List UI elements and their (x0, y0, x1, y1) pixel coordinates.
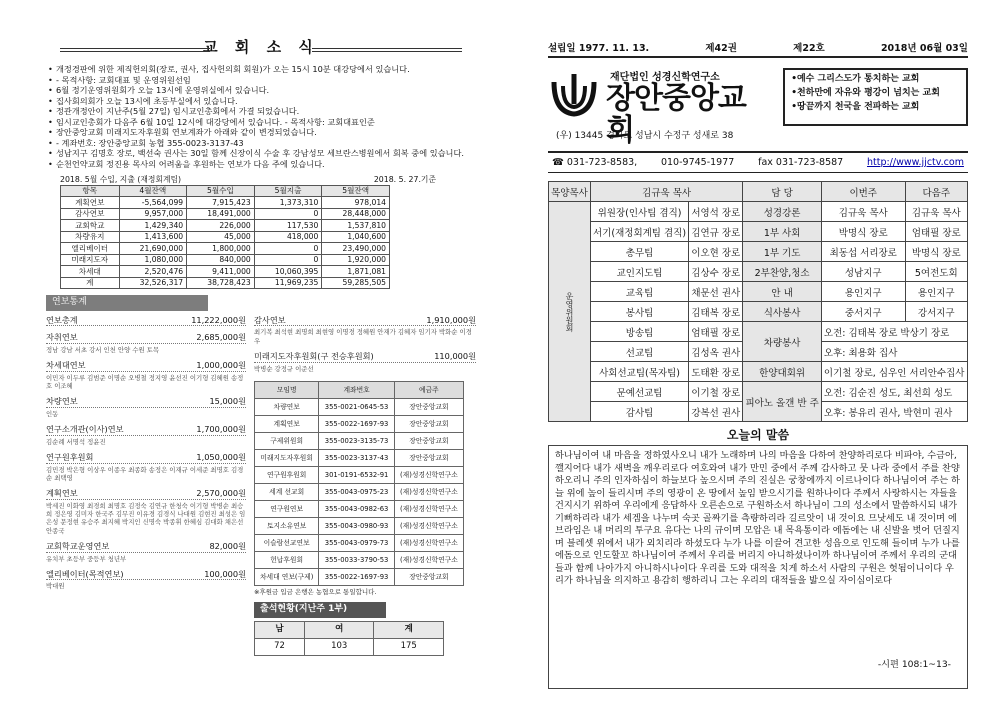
account-cell: 토지소유연보 (255, 517, 319, 534)
motto-line: •예수 그리스도가 통치하는 교회 (791, 74, 920, 84)
account-cell: 355-0043-0980-93 (319, 517, 394, 534)
donation-amount: 1,000,000원 (196, 360, 246, 371)
account-row (255, 466, 464, 483)
mobile-number: 010-9745-1977 (660, 157, 735, 168)
staff-header-row (549, 182, 968, 202)
donation-row (46, 315, 246, 327)
donation-row (46, 424, 246, 436)
account-cell: (재)성경신학연구소 (394, 551, 463, 568)
finance-header: 5월잔액 (322, 185, 390, 197)
account-row (255, 483, 464, 500)
account-cell: (재)성경신학연구소 (394, 483, 463, 500)
account-cell: 장안중앙교회 (394, 415, 463, 432)
finance-row (61, 208, 390, 220)
finance-cell: -5,564,099 (119, 197, 187, 209)
donation-amount: 2,685,000원 (196, 332, 246, 343)
donation-name: 교회학교운영연보 (46, 541, 110, 552)
staff-duty: 1부 사회 (743, 222, 822, 242)
account-cell: 355-0021-0645-53 (319, 398, 394, 415)
donation-amount: 1,700,000원 (196, 424, 246, 435)
staff-duty: 피아노 올갠 반 주 (743, 382, 822, 422)
attendance-header-row (255, 621, 444, 638)
church-address: (우) 13445 경기도 성남시 수정구 성새로 38 (556, 131, 734, 141)
donation-donors: 이민자 이두루 김범준 이명순 오병철 정지영 윤선진 이기형 김혜원 송정호 이조혜 (46, 373, 244, 391)
staff-person: 엄태필 장로 (689, 322, 743, 342)
finance-cell: 7,915,423 (187, 197, 255, 209)
staff-this-week: 용인지구 (821, 282, 905, 302)
finance-cell: 9,411,000 (187, 266, 255, 278)
finance-cell: 9,957,000 (119, 208, 187, 220)
staff-next-week: 엄태필 장로 (905, 222, 967, 242)
finance-cell: 840,000 (187, 254, 255, 266)
donation-item (46, 569, 246, 591)
verse-box (548, 445, 968, 689)
attendance-value-row (255, 638, 444, 655)
staff-role: 위원장(인사팀 겸직) (590, 202, 688, 222)
staff-person: 채문선 권사 (689, 282, 743, 302)
verse-title: 오늘의 말씀 (726, 428, 790, 442)
staff-row (549, 362, 968, 382)
account-cell: 연구원연보 (255, 500, 319, 517)
account-cell: 계획연보 (255, 415, 319, 432)
finance-cell: 감사연보 (61, 208, 120, 220)
donation-donors: 박대원 (46, 582, 65, 591)
staff-duty: 차량봉사 (743, 322, 822, 362)
donation-name: 미래지도자후원회(구 전승후원회) (254, 351, 374, 362)
donation-item (46, 396, 246, 418)
issue-line (548, 40, 968, 58)
staff-next-week: 용인지구 (905, 282, 967, 302)
donation-item (46, 424, 246, 446)
staff-person: 이오현 장로 (689, 242, 743, 262)
account-cell: 355-0043-0979-73 (319, 534, 394, 551)
account-note: ※후원금 입금 은행은 농협으로 통일합니다. (254, 587, 377, 596)
donation-amount: 11,222,000원 (191, 314, 246, 325)
account-cell: (재)성경신학연구소 (394, 534, 463, 551)
account-cell: (재)성경신학연구소 (394, 500, 463, 517)
church-name: 장안중앙교회 (606, 81, 746, 148)
donation-item (46, 541, 246, 563)
staff-person: 김상수 장로 (689, 262, 743, 282)
account-cell: (재)성경신학연구소 (394, 517, 463, 534)
account-cell: 장안중앙교회 (394, 432, 463, 449)
account-cell: 장안중앙교회 (394, 449, 463, 466)
donation-name: 연구원후원회 (46, 452, 94, 463)
account-header: 예금주 (394, 381, 463, 398)
account-row (255, 398, 464, 415)
donation-row (46, 569, 246, 581)
finance-header: 4월잔액 (119, 185, 187, 197)
staff-assignment: 오후: 최용화 집사 (821, 342, 967, 362)
donation-donors: 인동 (46, 409, 59, 418)
account-cell: 구제위원회 (255, 432, 319, 449)
finance-row (61, 266, 390, 278)
donation-name: 자취연보 (46, 332, 78, 343)
finance-header: 항목 (61, 185, 120, 197)
finance-cell: 21,690,000 (119, 243, 187, 255)
notice-item: • - 목적사항: 교회대표 및 운영위원선임 (56, 75, 476, 86)
attendance-table (254, 621, 444, 656)
account-cell: 장안중앙교회 (394, 398, 463, 415)
donation-donors: 박세진 이화영 최경희 최명호 김정숙 김연규 한청숙 이기형 박병순 최승희 정은영 김미자 한국주 김무진 이유경 김경식 나대원 김현진 최성은 임은성 문정현 유승주 최지혜 박지인 신명숙 박종휘 한혜심 김대화 채은선 안종국 (46, 501, 246, 535)
donation-donors: 박병순 강정규 이준선 (254, 364, 314, 373)
finance-cell: 1,800,000 (187, 243, 255, 255)
donation-amount: 100,000원 (204, 568, 246, 579)
attendance-heading: 출석현황(지난주 1부) (254, 602, 386, 618)
staff-role: 서기(재정회계팀 겸직) (590, 222, 688, 242)
finance-row (61, 220, 390, 232)
finance-caption-left: 2018. 5월 수입, 지출 (재정회계팀) (60, 175, 182, 184)
account-cell: 장안중앙교회 (394, 568, 463, 585)
account-header-row (255, 381, 464, 398)
finance-row (61, 277, 390, 289)
finance-cell: 1,373,310 (254, 197, 322, 209)
staff-role: 봉사팀 (590, 302, 688, 322)
finance-cell: 1,920,000 (322, 254, 390, 266)
staff-assignment: 오전: 김순진 성도, 최선희 성도 (821, 382, 967, 402)
staff-person: 김태복 장로 (689, 302, 743, 322)
staff-row (549, 262, 968, 282)
donation-item (46, 332, 246, 354)
donation-item (46, 315, 246, 327)
staff-duty: 2부찬양,청소 (743, 262, 822, 282)
donation-name: 차량연보 (46, 396, 78, 407)
account-cell: 355-0023-3137-43 (319, 449, 394, 466)
account-cell: 355-0023-3135-73 (319, 432, 394, 449)
account-header: 계좌번호 (319, 381, 394, 398)
finance-cell: 1,040,600 (322, 231, 390, 243)
staff-person: 서영석 장로 (689, 202, 743, 222)
attendance-value: 103 (304, 638, 374, 655)
news-title: 교 회 소 식 (203, 38, 319, 56)
staff-next-week: 강서지구 (905, 302, 967, 322)
staff-duty: 성경강론 (743, 202, 822, 222)
finance-row (61, 243, 390, 255)
notice-item: • 성남지구 김명호 장로, 백선숙 권사는 30일 함께 신장이식 수술 후 강남성모 세브란스병원에서 회복 중에 있습니다. (56, 148, 476, 159)
finance-cell: 엘리베이터 (61, 243, 120, 255)
staff-header: 이번주 (821, 182, 905, 202)
finance-cell: 0 (254, 243, 322, 255)
donation-name: 연구소개관(이사)연보 (46, 424, 124, 435)
donation-name: 차세대연보 (46, 360, 86, 371)
account-table (254, 381, 464, 586)
staff-header: 다음주 (905, 182, 967, 202)
staff-row (549, 382, 968, 402)
staff-row (549, 242, 968, 262)
donation-donors: 유치부 초등부 중등부 청년부 (46, 554, 127, 563)
finance-table (60, 185, 390, 290)
fax-number: fax 031-723-8587 (758, 157, 844, 168)
finance-cell: 1,413,600 (119, 231, 187, 243)
staff-next-week: 5여전도회 (905, 262, 967, 282)
donation-name: 감사연보 (254, 314, 286, 325)
account-row (255, 500, 464, 517)
staff-role: 방송팀 (590, 322, 688, 342)
church-logo-icon (548, 68, 600, 120)
donation-item (46, 360, 246, 390)
account-cell: 차세대 연보(구제) (255, 568, 319, 585)
account-row (255, 568, 464, 585)
phone-number (552, 157, 637, 168)
staff-duty: 안 내 (743, 282, 822, 302)
account-row (255, 432, 464, 449)
staff-row (549, 222, 968, 242)
account-cell: 355-0043-0982-63 (319, 500, 394, 517)
staff-role: 총무팀 (590, 242, 688, 262)
finance-cell: 2,520,476 (119, 266, 187, 278)
account-row (255, 551, 464, 568)
issue-date: 2018년 06월 03일 (880, 43, 968, 54)
donation-name: 계획연보 (46, 488, 78, 499)
website-link[interactable]: http://www.jjctv.com (866, 157, 964, 168)
donation-row (254, 315, 476, 327)
staff-role: 교육팀 (590, 282, 688, 302)
attendance-value: 72 (255, 638, 305, 655)
staff-person: 김연규 장로 (689, 222, 743, 242)
motto-line: •땅끝까지 천국을 전파하는 교회 (791, 101, 920, 112)
staff-role: 선교팀 (590, 342, 688, 362)
finance-cell: 38,728,423 (187, 277, 255, 289)
donation-row (254, 351, 476, 363)
donation-donors: 김민경 박은형 이상우 이종우 최종화 송정은 이재규 이세준 최명호 김경순 최택영 (46, 465, 244, 482)
phone-icon: ☎ (552, 157, 567, 168)
finance-row (61, 231, 390, 243)
notice-item: • 순천언약교회 정진용 목사의 어려움을 후원하는 연보가 다음 주에 있습니다. (56, 159, 476, 170)
donation-donors: 최기복 최석현 최명희 최현영 이명경 정혜원 안재가 김혜자 임기자 박화순 이경우 (254, 328, 472, 345)
notice-item: • 6월 정기운영위원회가 오늘 13시에 운영위실에서 있습니다. (56, 85, 476, 96)
finance-cell: 28,448,000 (322, 208, 390, 220)
finance-cell: 10,060,395 (254, 266, 322, 278)
donation-row (46, 396, 246, 408)
staff-table (548, 181, 968, 422)
finance-header: 5월수입 (187, 185, 255, 197)
notice-item: • 집사회의회가 오늘 13시에 초등부실에서 있습니다. (56, 96, 476, 107)
finance-cell: 0 (254, 254, 322, 266)
account-row (255, 534, 464, 551)
finance-cell: 11,969,235 (254, 277, 322, 289)
account-cell: 355-0022-1697-93 (319, 568, 394, 585)
staff-duty: 식사봉사 (743, 302, 822, 322)
finance-cell: 117,530 (254, 220, 322, 232)
finance-cell: 교회학교 (61, 220, 120, 232)
staff-header: 담 당 (743, 182, 822, 202)
account-cell: 미래지도자후원회 (255, 449, 319, 466)
finance-cell: 978,014 (322, 197, 390, 209)
finance-cell: 계 (61, 277, 120, 289)
left-page (46, 38, 476, 702)
account-cell: 헌납후원회 (255, 551, 319, 568)
staff-role: 교인지도팀 (590, 262, 688, 282)
staff-header: 목양목사 (549, 182, 591, 202)
staff-row (549, 302, 968, 322)
finance-header: 5월지출 (254, 185, 322, 197)
donation-name: 연보총계 (46, 314, 78, 325)
donation-row (46, 332, 246, 344)
donation-amount: 1,910,000원 (426, 314, 476, 325)
account-cell: (재)성경신학연구소 (394, 466, 463, 483)
account-cell: 355-0033-3790-53 (319, 551, 394, 568)
staff-person: 김성옥 권사 (689, 342, 743, 362)
staff-this-week: 성남지구 (821, 262, 905, 282)
news-title-bar (46, 38, 476, 60)
donation-heading: 연보통계 (46, 295, 208, 311)
finance-cell: 32,526,317 (119, 277, 187, 289)
staff-person: 이기철 장로 (689, 382, 743, 402)
staff-side-label: 운영위원회 (549, 202, 591, 422)
staff-assignment: 이기철 장로, 심우인 서리안수집사 (821, 362, 967, 382)
phone-text: 031-723-8583, (566, 157, 638, 168)
account-row (255, 449, 464, 466)
motto-box (783, 68, 968, 126)
staff-this-week: 중서지구 (821, 302, 905, 322)
title-rule-right (312, 48, 462, 52)
donation-amount: 110,000원 (434, 351, 476, 362)
motto-line: •천하만에 자유와 평강이 넘치는 교회 (791, 87, 940, 98)
staff-this-week: 최동섭 서리장로 (821, 242, 905, 262)
staff-row (549, 282, 968, 302)
finance-cell: 계획연보 (61, 197, 120, 209)
donation-item (254, 315, 476, 345)
donation-donors: 정남 강남 서초 강서 인천 안양 수원 토목 (46, 345, 159, 354)
staff-duty: 1부 기도 (743, 242, 822, 262)
staff-role: 문예선교팀 (590, 382, 688, 402)
staff-role: 사회선교팀(목자팀) (590, 362, 688, 382)
donation-donors: 김순례 서명석 정윤진 (46, 437, 106, 446)
donation-column-2 (254, 315, 476, 656)
donation-row (46, 541, 246, 553)
staff-duty: 한양대회위 (743, 362, 822, 382)
finance-row (61, 254, 390, 266)
attendance-header: 남 (255, 621, 305, 638)
contact-bar (548, 151, 968, 173)
established-date: 설립일 1977. 11. 13. (548, 43, 650, 54)
donation-row (46, 488, 246, 500)
finance-cell: 0 (254, 208, 322, 220)
notice-item: • 임시교인총회가 다음주 6월 10일 12시에 대강당에서 있습니다. - 목적사항: 교회대표인준 (56, 117, 476, 128)
staff-row (549, 202, 968, 222)
finance-cell: 차량유지 (61, 231, 120, 243)
account-cell: 연구원후원회 (255, 466, 319, 483)
staff-row (549, 322, 968, 342)
foundation-name: 재단법인 성경신학연구소 (610, 72, 720, 83)
donation-item (46, 488, 246, 535)
staff-next-week: 박명식 장로 (905, 242, 967, 262)
account-cell: 차량연보 (255, 398, 319, 415)
finance-caption (46, 175, 476, 185)
staff-next-week: 김규욱 목사 (905, 202, 967, 222)
attendance-header: 계 (374, 621, 444, 638)
donation-item (254, 351, 476, 373)
finance-cell: 23,490,000 (322, 243, 390, 255)
finance-cell: 차세대 (61, 266, 120, 278)
finance-cell: 1,429,340 (119, 220, 187, 232)
notice-list (46, 64, 476, 169)
account-cell: 355-0022-1697-93 (319, 415, 394, 432)
donation-column-1 (46, 315, 254, 656)
finance-caption-right: 2018. 5. 27.기준 (373, 175, 436, 184)
staff-person: 도태환 장로 (689, 362, 743, 382)
finance-row (61, 197, 390, 209)
notice-item: • - 계좌번호: 장안중앙교회 농협 355-0023-3137-43 (56, 138, 476, 149)
donation-amount: 15,000원 (209, 396, 246, 407)
donation-columns (46, 315, 476, 656)
finance-cell: 18,491,000 (187, 208, 255, 220)
donation-amount: 2,570,000원 (196, 488, 246, 499)
title-rule-left (60, 48, 210, 52)
finance-cell: 418,000 (254, 231, 322, 243)
verse-text: 하나님이여 내 마음을 정하였사오니 내가 노래하며 나의 마음을 다하여 찬양하리로다 비파야, 수금아, 깰지어다 내가 새벽을 깨우리로다 여호와여 내가 만민 중에서 주께 감사하고 뭇 나라 중에서 주를 찬양하오리니 주의 인자하심이 하늘보다 높으시며 주의 진실은 궁창에까지 이르나이다 하나님이여 주는 하늘 위에 높이 들리시며 주의 영광이 온 땅에서 높임 받으시기를 원하나이다 주께서 사랑하시는 자들을 건지시기 위하여 우리에게 응답하사 오른손으로 구원하소서 하나님이 그의 성소에서 말씀하시되 내가 기뻐하리라 내가 세겜을 나누며 숙곳 골짜기를 측량하리라 길르앗이 내 것이요 므낫세도 내 것이며 에브라임은 내 머리의 투구요 유다는 나의 규이며 모압은 내 목욕통이라 에돔에는 내 신발을 벗어 던질지며 블레셋 위에서 내가 외치리라 하셨도다 누가 나를 이끌어 견고한 성읍으로 인도해 들이며 누가 나를 에돔으로 인도할꼬 하나님이여 주께서 우리를 버리지 아니하셨나이까 하나님이여 주께서 우리의 군대들과 함께 나아가지 아니하시나이다 우리를 도와 대적을 치게 하소서 사람의 구원은 헛됨이니이다 우리가 하나님을 의지하고 용감히 행하리니 그는 우리의 대적들을 밟으실 자이심이로다 (555, 450, 960, 587)
finance-cell: 45,000 (187, 231, 255, 243)
account-row (255, 415, 464, 432)
verse-source: -시편 108:1~13- (877, 659, 951, 671)
account-cell: 355-0043-0975-23 (319, 483, 394, 500)
staff-person: 강복선 권사 (689, 402, 743, 422)
finance-cell: 미래지도자 (61, 254, 120, 266)
staff-assignment: 오후: 봉유리 권사, 박현미 권사 (821, 402, 967, 422)
donation-row (46, 452, 246, 464)
attendance-value: 175 (374, 638, 444, 655)
finance-cell: 1,080,000 (119, 254, 187, 266)
account-cell: 이슬람선교연보 (255, 534, 319, 551)
donation-amount: 82,000원 (209, 541, 246, 552)
finance-header-row (61, 185, 390, 197)
donation-item (46, 452, 246, 482)
staff-assignment: 오전: 김태복 장로 박상기 장로 (821, 322, 967, 342)
account-row (255, 517, 464, 534)
finance-cell: 1,871,081 (322, 266, 390, 278)
account-header: 모임명 (255, 381, 319, 398)
attendance-header: 여 (304, 621, 374, 638)
account-cell: 세계 선교회 (255, 483, 319, 500)
donation-row (46, 360, 246, 372)
notice-item: • 장안중앙교회 미래지도자후원회 연보계좌가 아래와 같이 변경되었습니다. (56, 127, 476, 138)
finance-cell: 59,285,505 (322, 277, 390, 289)
account-cell: 301-0191-6532-91 (319, 466, 394, 483)
notice-item: • 개정경판에 위한 제직헌의회(장로, 권사, 집사헌의회 회원)가 오는 15시 10분 대강당에서 있습니다. (56, 64, 476, 75)
donation-amount: 1,050,000원 (196, 452, 246, 463)
issue-number: 제22호 (793, 43, 825, 54)
staff-this-week: 김규욱 목사 (821, 202, 905, 222)
staff-role: 감사팀 (590, 402, 688, 422)
donation-name: 엘리베이터(목적연보) (46, 568, 124, 579)
finance-cell: 226,000 (187, 220, 255, 232)
staff-header: 김규욱 목사 (590, 182, 742, 202)
finance-cell: 1,537,810 (322, 220, 390, 232)
notice-item: • 정관개정안이 지난주(5월 27일) 임시교인총회에서 가결 되었습니다. (56, 106, 476, 117)
volume-number: 제42권 (705, 43, 737, 54)
right-page (548, 40, 968, 704)
staff-this-week: 박명식 장로 (821, 222, 905, 242)
